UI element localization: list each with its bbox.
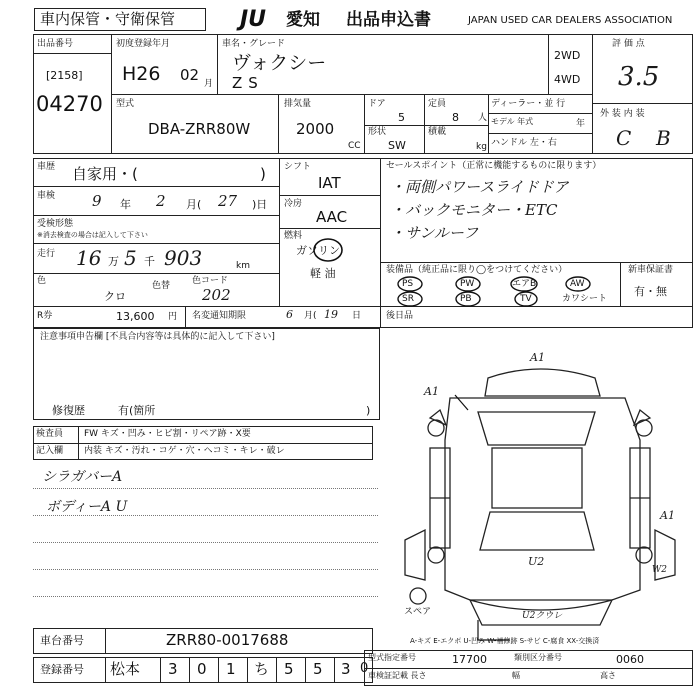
- storage-stamp: 車内保管・守衛保管: [40, 10, 176, 28]
- shift-label: シフト: [284, 162, 312, 172]
- damage-mark-left-front: A1: [424, 385, 439, 398]
- model-year-label: モデル 年式: [491, 117, 534, 126]
- chassis-number: ZRR80-0017688: [166, 631, 289, 649]
- capacity-label: 定員: [428, 99, 447, 109]
- body-shape: SW: [388, 139, 406, 152]
- kg-unit: kg: [476, 142, 487, 152]
- plate-region: 松本: [110, 660, 141, 678]
- damage-mark-rear: U2: [528, 555, 545, 568]
- sales-point-2: ・バックモニター・ETC: [390, 201, 558, 219]
- equipment-seat: カワシート: [562, 294, 608, 304]
- equipment-label: 装備品（純正品に限り◯をつけてください）: [386, 265, 568, 275]
- warranty-label: 新車保証書: [628, 265, 674, 275]
- color-label: 色: [37, 276, 47, 286]
- type-number-label: 型式指定番号: [368, 653, 416, 662]
- inspector-label: 検査員: [36, 429, 64, 439]
- repair-close: ): [366, 404, 371, 417]
- inspection-year-unit: 年: [120, 198, 131, 211]
- history-value: 自家用・(: [72, 165, 138, 183]
- interior-grade: B: [656, 126, 671, 150]
- ac-label: 冷房: [284, 199, 303, 209]
- reception-label: 受検形態: [37, 219, 74, 229]
- color-change-label: 色替: [152, 281, 171, 291]
- handle-label: ハンドル 左・右: [491, 138, 557, 148]
- inspection-label: 車検: [37, 191, 56, 201]
- notice-month: 6: [286, 308, 293, 321]
- category-number-label: 類別区分番号: [514, 653, 562, 662]
- damage-mark-tailgate: U2クウレ: [522, 611, 563, 621]
- history-label: 車歴: [37, 162, 56, 172]
- equipment-sr: SR: [402, 294, 414, 304]
- handwritten-note-2: ボディーA U: [46, 499, 128, 515]
- fw-row: FW キズ・凹み・ヒビ割・リペア跡・X要: [84, 429, 251, 439]
- car-name: ヴォクシー: [232, 52, 327, 74]
- ju-logo: JU: [240, 7, 267, 32]
- repair-label: 修復歴: [52, 404, 85, 417]
- yen-unit: 円: [168, 312, 178, 322]
- inspection-month: 2: [156, 192, 166, 210]
- equipment-tv: TV: [520, 294, 532, 304]
- km-unit: km: [236, 261, 250, 271]
- warranty-value: 有・無: [634, 285, 667, 298]
- grade: ZS: [232, 74, 264, 92]
- model-label: 型式: [116, 99, 135, 109]
- sen-unit: 千: [144, 255, 155, 268]
- plate-char-5: 5: [284, 660, 294, 678]
- mileage-man: 16: [76, 246, 102, 270]
- lot-sub-number: [2158]: [46, 69, 83, 82]
- aftermarket-label: 後日品: [386, 311, 414, 321]
- mileage-rest: 903: [164, 246, 203, 270]
- length-label: 車検証記載 長さ: [368, 671, 427, 680]
- year-unit: 年: [576, 119, 586, 129]
- color-code-label: 色コード: [192, 276, 229, 286]
- equipment-airbag: エアB: [512, 279, 537, 289]
- category-number: 0060: [616, 653, 644, 666]
- damage-mark-right-rear: W2: [652, 565, 667, 575]
- equipment-pb: PB: [460, 294, 472, 304]
- spare-tire-label: スペア: [404, 607, 432, 617]
- plate-char-3: 1: [226, 660, 236, 678]
- plate-char-2: 0: [197, 660, 207, 678]
- load-label: 積載: [428, 127, 447, 137]
- plate-char-4: ち: [254, 660, 270, 678]
- equipment-pw: PW: [460, 279, 475, 289]
- recycle-value: 13,600: [116, 310, 155, 323]
- reception-note: ※消去検査の場合は記入して下さい: [37, 231, 148, 239]
- damage-legend: A-キズ E-エクボ U-凹み W-補修跡 S-サビ C-腐食 XX-交換済: [410, 637, 600, 645]
- inspection-day: 27: [218, 192, 238, 210]
- equipment-aw: AW: [570, 279, 585, 289]
- plate-char-6: 5: [313, 660, 323, 678]
- drive-4wd: 4WD: [554, 73, 581, 86]
- shift-value: IAT: [318, 174, 341, 192]
- association-name: JAPAN USED CAR DEALERS ASSOCIATION: [468, 15, 673, 26]
- recycle-label: R券: [37, 311, 53, 321]
- lot-number-label: 出品番号: [37, 39, 74, 49]
- door-count: 5: [398, 111, 405, 124]
- displacement-label: 排気量: [284, 99, 312, 109]
- writer-label: 記入欄: [36, 446, 64, 456]
- fuel-diesel: 軽 油: [310, 267, 336, 280]
- notice-month-unit: 月(: [304, 311, 317, 321]
- inspection-day-unit: )日: [252, 198, 268, 211]
- plate-char-8: 0: [360, 661, 369, 676]
- inspection-year: 9: [92, 192, 102, 210]
- plate-label: 登録番号: [40, 663, 84, 676]
- interior-row: 内装 キズ・汚れ・コゲ・穴・ヘコミ・キレ・破レ: [84, 446, 285, 456]
- notes-label: 注意事項申告欄 [不具合内容等は具体的に記入して下さい]: [40, 332, 275, 342]
- notice-day: 19: [324, 308, 338, 321]
- chassis-label: 車台番号: [40, 634, 84, 647]
- mileage-label: 走行: [37, 249, 56, 259]
- height-label: 高さ: [600, 671, 616, 680]
- sales-point-3: ・サンルーフ: [390, 224, 479, 242]
- form-title: 出品申込書: [346, 10, 431, 30]
- registration-month: 02: [180, 66, 200, 84]
- type-number: 17700: [452, 653, 487, 666]
- handwritten-note-1: シラガバーA: [42, 469, 123, 485]
- first-registration-label: 初度登録年月: [116, 39, 171, 49]
- plate-char-7: 3: [341, 660, 351, 678]
- color-code: 202: [202, 286, 231, 304]
- color-value: クロ: [104, 290, 126, 303]
- notice-day-unit: 日: [352, 311, 362, 321]
- model-code: DBA-ZRR80W: [148, 120, 251, 138]
- registration-year: H26: [122, 63, 161, 85]
- damage-mark-front: A1: [530, 351, 545, 364]
- repair-value: 有(箇所: [118, 404, 156, 417]
- ext-int-label: 外 装 内 装: [600, 109, 645, 119]
- capacity: 8: [452, 111, 459, 124]
- man-unit: 万: [108, 255, 119, 268]
- car-name-label: 車名・グレード: [222, 39, 286, 49]
- door-label: ドア: [368, 99, 386, 109]
- rating-label: 評 価 点: [612, 39, 645, 49]
- drive-2wd: 2WD: [554, 49, 581, 62]
- plate-char-1: 3: [168, 660, 178, 678]
- lot-number: 04270: [36, 92, 103, 116]
- fuel-label: 燃料: [284, 231, 303, 241]
- rating-value: 3.5: [618, 62, 660, 92]
- sales-point-label: セールスポイント（正常に機能するものに限ります）: [386, 161, 602, 171]
- exterior-grade: C: [616, 126, 632, 150]
- dealer-label: ディーラー・並 行: [491, 99, 566, 109]
- logo-name: 愛知: [286, 10, 320, 30]
- width-label: 幅: [512, 671, 520, 680]
- inspection-month-unit: 月(: [186, 198, 202, 211]
- month-unit: 月: [204, 79, 214, 89]
- displacement: 2000: [296, 120, 335, 138]
- fuel-gasoline: ガソリン: [296, 244, 340, 257]
- cc-unit: CC: [348, 141, 361, 151]
- sales-point-1: ・両側パワースライドドア: [390, 178, 569, 196]
- notice-label: 名変通知期限: [192, 311, 247, 321]
- ac-value: AAC: [316, 208, 348, 226]
- shape-label: 形状: [368, 127, 387, 137]
- person-unit: 人: [478, 113, 488, 123]
- history-close: ): [260, 165, 266, 183]
- damage-mark-right-side: A1: [660, 509, 675, 522]
- mileage-sen: 5: [124, 246, 137, 270]
- equipment-ps: PS: [402, 279, 414, 289]
